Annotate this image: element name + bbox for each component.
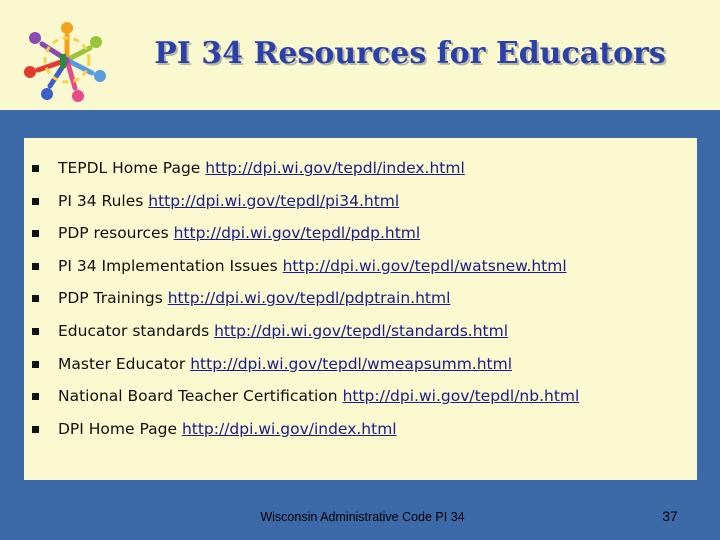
item-label: PDP resources xyxy=(58,224,174,243)
slide-header xyxy=(0,0,720,110)
list-item xyxy=(24,152,697,185)
item-label: Educator standards xyxy=(58,321,210,340)
resource-link[interactable]: http://dpi.wi.gov/index.html xyxy=(181,419,397,438)
list-item xyxy=(24,185,697,218)
bullet-icon xyxy=(32,263,39,270)
list-item xyxy=(24,413,697,446)
resource-link[interactable]: http://dpi.wi.gov/tepdl/watsnew.html xyxy=(282,256,567,275)
bullet-icon xyxy=(32,165,39,172)
resource-link[interactable]: http://dpi.wi.gov/tepdl/pi34.html xyxy=(148,191,400,210)
list-item xyxy=(24,250,697,283)
resource-link[interactable]: http://dpi.wi.gov/tepdl/wmeapsumm.html xyxy=(190,354,513,373)
bullet-icon xyxy=(32,361,39,368)
resource-link[interactable]: http://dpi.wi.gov/tepdl/standards.html xyxy=(214,321,509,340)
resource-link[interactable]: http://dpi.wi.gov/tepdl/pdptrain.html xyxy=(167,289,451,308)
resource-list xyxy=(24,152,697,445)
list-item xyxy=(24,348,697,381)
bullet-icon xyxy=(32,393,39,400)
bullet-icon xyxy=(32,426,39,433)
resource-link[interactable]: http://dpi.wi.gov/tepdl/index.html xyxy=(205,159,465,177)
resource-link[interactable]: http://dpi.wi.gov/tepdl/nb.html xyxy=(342,387,580,406)
item-label: Master Educator xyxy=(58,354,186,373)
list-item xyxy=(24,315,697,348)
bullet-icon xyxy=(32,295,39,302)
resource-link[interactable]: http://dpi.wi.gov/tepdl/pdp.html xyxy=(173,224,421,243)
bullet-icon xyxy=(32,230,39,237)
slide-title: PI 34 Resources for Educators xyxy=(154,36,666,71)
item-label: DPI Home Page xyxy=(58,419,182,438)
bullet-icon xyxy=(32,328,39,335)
list-item xyxy=(24,282,697,315)
content-box xyxy=(24,138,697,480)
list-item xyxy=(24,380,697,413)
people-circle-logo-icon xyxy=(20,18,115,103)
page-number: 37 xyxy=(662,508,678,524)
bullet-icon xyxy=(32,198,39,205)
item-label: National Board Teacher Certification xyxy=(58,387,338,406)
list-item xyxy=(24,217,697,250)
item-label: PDP Trainings xyxy=(58,289,163,308)
item-label: PI 34 Implementation Issues xyxy=(58,256,278,275)
item-label: TEPDL Home Page xyxy=(58,159,201,177)
slide-footer: Wisconsin Administrative Code PI 34 xyxy=(260,510,465,524)
item-label: PI 34 Rules xyxy=(58,191,144,210)
